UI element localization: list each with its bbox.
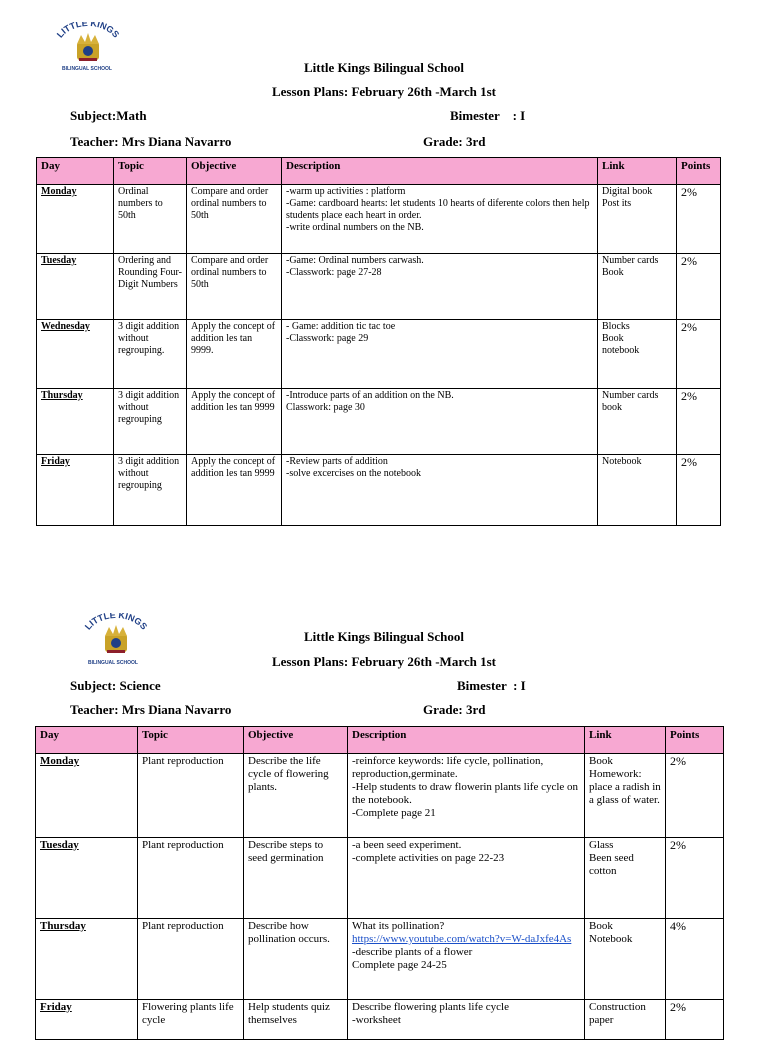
description-cell: -reinforce keywords: life cycle, pollination, reproduction,germinate. -Help students to draw flowerin plants life cycle on the notebook. -Complete page 21 (348, 754, 585, 838)
link-cell: Notebook (598, 455, 677, 526)
day-cell: Tuesday (37, 254, 114, 320)
school-name: Little Kings Bilingual School (303, 629, 464, 644)
header-day: Day (36, 727, 138, 754)
topic-cell: Plant reproduction (138, 754, 244, 838)
description-cell: -a been seed experiment. -complete activities on page 22-23 (348, 838, 585, 919)
school-name: Little Kings Bilingual School (303, 60, 464, 75)
logo-subtitle: BILINGUAL SCHOOL (62, 66, 112, 72)
topic-cell: Ordering and Rounding Four-Digit Numbers (114, 254, 187, 320)
youtube-link[interactable]: https://www.youtube.com/watch?v=W-daJxfe4As (352, 933, 572, 945)
table-row (36, 838, 724, 919)
header-objective: Objective (187, 158, 282, 185)
day-cell: Tuesday (36, 838, 138, 919)
day-cell: Friday (36, 1000, 138, 1040)
table-header-row (37, 158, 721, 185)
teacher-label: Teacher: Mrs Diana Navarro (70, 134, 232, 149)
day-cell: Monday (36, 754, 138, 838)
description-line: What its pollination? (352, 920, 445, 932)
link-cell: Blocks Book notebook (598, 320, 677, 389)
table-row (37, 455, 721, 526)
points-cell: 2% (677, 185, 721, 254)
description-cell (348, 919, 585, 1000)
day-cell: Monday (37, 185, 114, 254)
objective-cell: Describe how pollination occurs. (244, 919, 348, 1000)
table-row (36, 1000, 724, 1040)
link-cell: Book Notebook (585, 919, 666, 1000)
lesson-plan-dates: Lesson Plans: February 26th -March 1st (271, 84, 496, 99)
day-cell: Wednesday (37, 320, 114, 389)
header-points: Points (677, 158, 721, 185)
science-lesson-table (35, 726, 724, 1040)
link-cell: Construction paper (585, 1000, 666, 1040)
bimester-label: Bimester : I (457, 678, 526, 693)
description-cell: -Game: Ordinal numbers carwash. -Classwork: page 27-28 (282, 254, 598, 320)
table-row (37, 320, 721, 389)
points-cell: 2% (666, 1000, 724, 1040)
topic-cell: Plant reproduction (138, 838, 244, 919)
subject-label: Subject: Science (70, 678, 161, 693)
link-cell: Digital book Post its (598, 185, 677, 254)
points-cell: 2% (677, 455, 721, 526)
table-row (37, 185, 721, 254)
topic-cell: Ordinal numbers to 50th (114, 185, 187, 254)
table-row (36, 754, 724, 838)
grade-label: Grade: 3rd (423, 702, 486, 717)
link-cell: Number cards Book (598, 254, 677, 320)
points-cell: 2% (666, 838, 724, 919)
table-row (36, 919, 724, 1000)
description-line: -describe plants of a flower Complete page 24-25 (352, 946, 473, 971)
topic-cell: 3 digit addition without regrouping (114, 389, 187, 455)
logo-subtitle: BILINGUAL SCHOOL (88, 660, 138, 666)
header-points: Points (666, 727, 724, 754)
link-cell: Glass Been seed cotton (585, 838, 666, 919)
teacher-label: Teacher: Mrs Diana Navarro (70, 702, 232, 717)
day-cell: Thursday (37, 389, 114, 455)
day-cell: Friday (37, 455, 114, 526)
description-cell: -warm up activities : platform -Game: cardboard hearts: let students 10 hearts of diferente colors then help students place each heart in order. -write ordinal numbers on the NB. (282, 185, 598, 254)
link-cell: Number cards book (598, 389, 677, 455)
points-cell: 2% (666, 754, 724, 838)
objective-cell: Describe steps to seed germination (244, 838, 348, 919)
topic-cell: 3 digit addition without regrouping. (114, 320, 187, 389)
header-day: Day (37, 158, 114, 185)
header-topic: Topic (114, 158, 187, 185)
objective-cell: Compare and order ordinal numbers to 50th (187, 254, 282, 320)
link-cell: Book Homework: place a radish in a glass of water. (585, 754, 666, 838)
header-link: Link (585, 727, 666, 754)
header-topic: Topic (138, 727, 244, 754)
table-header-row (36, 727, 724, 754)
header-link: Link (598, 158, 677, 185)
day-cell: Thursday (36, 919, 138, 1000)
math-lesson-table (36, 157, 721, 526)
subject-label: Subject:Math (70, 108, 147, 123)
description-cell: -Introduce parts of an addition on the NB. Classwork: page 30 (282, 389, 598, 455)
points-cell: 4% (666, 919, 724, 1000)
table-row (37, 389, 721, 455)
topic-cell: Plant reproduction (138, 919, 244, 1000)
objective-cell: Describe the life cycle of flowering plants. (244, 754, 348, 838)
objective-cell: Apply the concept of addition les tan 9999. (187, 320, 282, 389)
svg-text:LITTLE KINGS: LITTLE KINGS (82, 613, 150, 632)
points-cell: 2% (677, 320, 721, 389)
bimester-label: Bimester : I (450, 108, 526, 123)
points-cell: 2% (677, 254, 721, 320)
points-cell: 2% (677, 389, 721, 455)
table-row (37, 254, 721, 320)
svg-text:LITTLE KINGS: LITTLE KINGS (54, 22, 122, 40)
objective-cell: Help students quiz themselves (244, 1000, 348, 1040)
objective-cell: Compare and order ordinal numbers to 50th (187, 185, 282, 254)
header-objective: Objective (244, 727, 348, 754)
description-cell: -Review parts of addition -solve excercises on the notebook (282, 455, 598, 526)
lesson-plan-dates: Lesson Plans: February 26th -March 1st (271, 654, 496, 669)
description-cell: - Game: addition tic tac toe -Classwork: page 29 (282, 320, 598, 389)
objective-cell: Apply the concept of addition les tan 9999 (187, 455, 282, 526)
header-description: Description (348, 727, 585, 754)
description-cell: Describe flowering plants life cycle -worksheet (348, 1000, 585, 1040)
topic-cell: 3 digit addition without regrouping (114, 455, 187, 526)
topic-cell: Flowering plants life cycle (138, 1000, 244, 1040)
objective-cell: Apply the concept of addition les tan 9999 (187, 389, 282, 455)
grade-label: Grade: 3rd (423, 134, 486, 149)
header-description: Description (282, 158, 598, 185)
